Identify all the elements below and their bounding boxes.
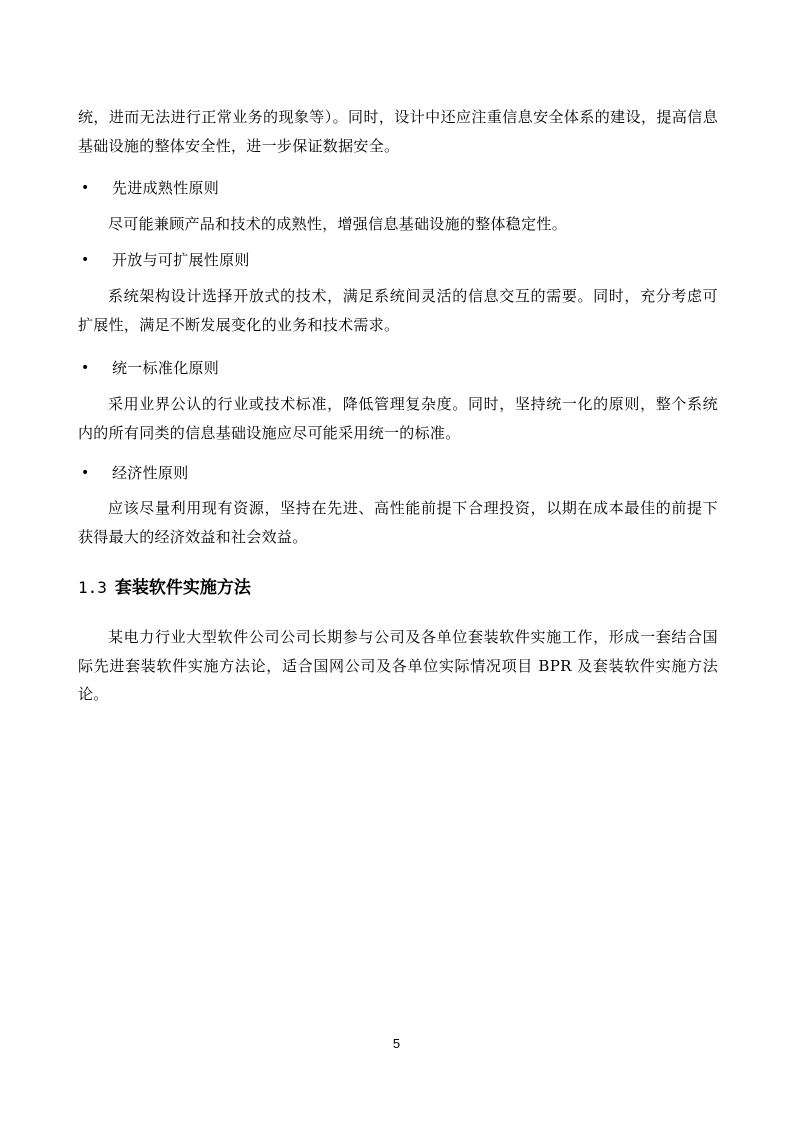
bullet-icon: • <box>81 252 90 268</box>
page-number: 5 <box>392 1036 401 1051</box>
bullet-label-openness: 开放与可扩展性原则 <box>112 251 250 269</box>
openness-paragraph: 系统架构设计选择开放式的技术，满足系统间灵活的信息交互的需要。同时，充分考虑可扩展性，满足不断发展变化的业务和技术需求。 <box>78 287 718 334</box>
section-heading <box>78 574 251 602</box>
standard-paragraph: 采用业界公认的行业或技术标准，降低管理复杂度。同时，坚持统一化的原则，整个系统内的所有同类的信息基础设施应尽可能采用统一的标准。 <box>78 395 718 442</box>
bullet-item-maturity <box>78 174 718 203</box>
section-paragraph: 某电力行业大型软件公司公司长期参与公司及各单位套装软件实施工作，形成一套结合国际先进套装软件实施方法论，适合国网公司及各单位实际情况项目 BPR 及套装软件实施方法论。 <box>78 628 718 703</box>
maturity-paragraph: 尽可能兼顾产品和技术的成熟性，增强信息基础设施的整体稳定性。 <box>108 215 568 233</box>
section-title: 套装软件实施方法 <box>114 578 251 598</box>
economy-paragraph: 应该尽量利用现有资源，坚持在先进、高性能前提下合理投资，以期在成本最佳的前提下获得最大的经济效益和社会效益。 <box>78 499 718 546</box>
bullet-icon: • <box>81 360 90 376</box>
bullet-item-standard <box>78 354 718 383</box>
bullet-item-economy <box>78 459 718 488</box>
bullet-item-openness <box>78 246 718 275</box>
bullet-icon: • <box>81 465 90 481</box>
bullet-label-standard: 统一标准化原则 <box>112 359 220 377</box>
intro-paragraph: 统，进而无法进行正常业务的现象等）。同时，设计中还应注重信息安全体系的建设，提高信息基础设施的整体安全性，进一步保证数据安全。 <box>78 108 718 155</box>
bullet-icon: • <box>81 180 90 196</box>
bullet-label-maturity: 先进成熟性原则 <box>112 179 220 197</box>
bullet-label-economy: 经济性原则 <box>112 464 189 482</box>
section-number: 1.3 <box>78 578 107 597</box>
